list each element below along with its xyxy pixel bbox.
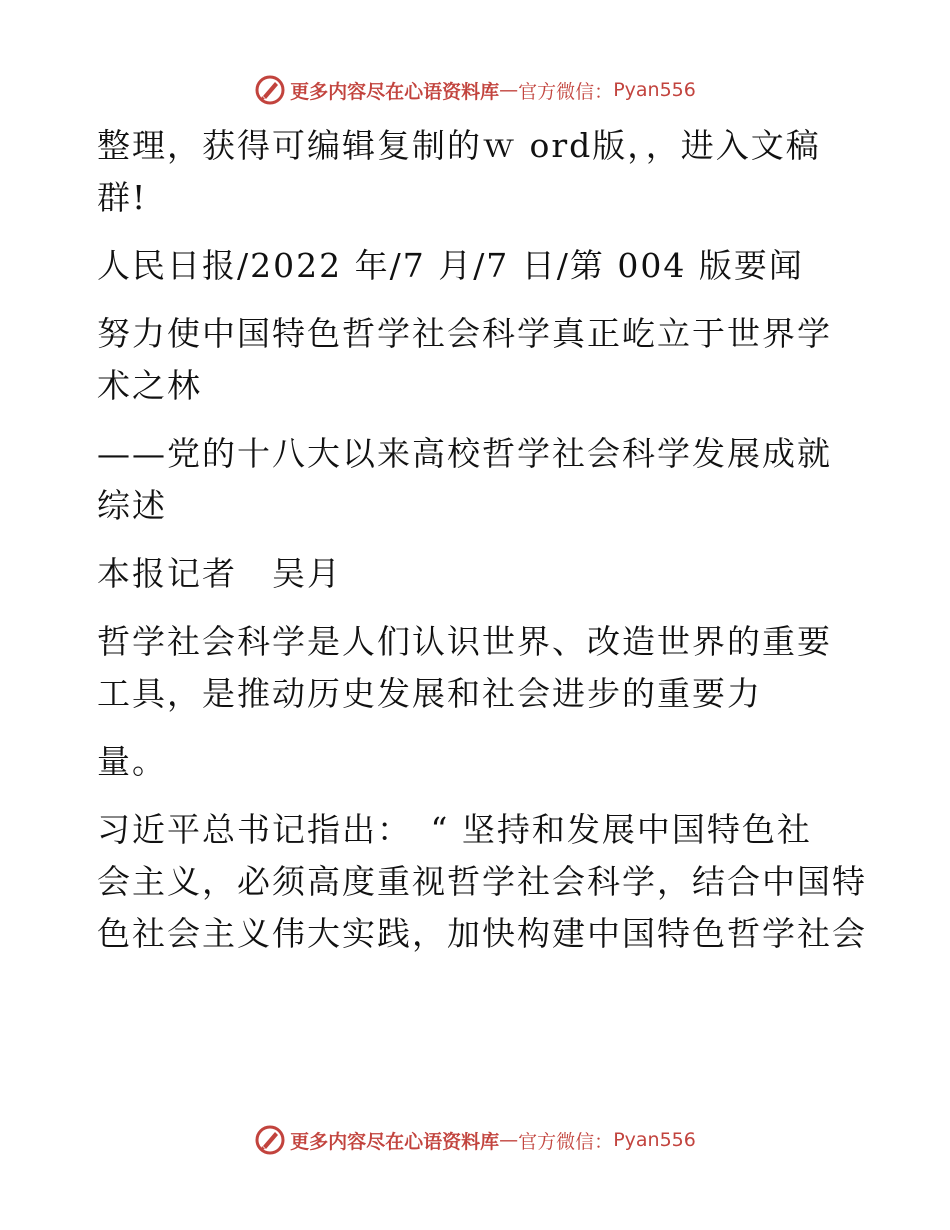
- paragraph: [97, 120, 857, 224]
- banner-dash: —: [499, 1129, 519, 1151]
- paragraph-line: 工具，是推动历史发展和社会进步的重要力: [97, 674, 762, 713]
- document-body: [97, 120, 867, 976]
- logo-icon: [254, 74, 286, 106]
- paragraph-line: 努力使中国特色哲学社会科学真正屹立于世界学: [97, 314, 832, 353]
- banner-main-text: 更多内容尽在心语资料库: [290, 80, 500, 103]
- paragraph: [97, 804, 867, 960]
- banner-sub-text: 官方微信：: [518, 1130, 614, 1153]
- paragraph-line: 色社会主义伟大实践，加快构建中国特色哲学社会: [97, 914, 867, 953]
- paragraph-line: 人民日报/2022 年/7 月/7 日/第 004 版要闻: [97, 246, 804, 285]
- paragraph: [97, 428, 857, 532]
- footer-watermark-banner: [0, 1120, 950, 1160]
- paragraph: [97, 616, 857, 720]
- paragraph-line: 术之林: [97, 366, 202, 405]
- paragraph: [97, 240, 857, 292]
- paragraph-line: ——党的十八大以来高校哲学社会科学发展成就: [97, 434, 832, 473]
- banner-sub-text: 官方微信：: [518, 80, 614, 103]
- paragraph-line: 会主义，必须高度重视哲学社会科学，结合中国特: [97, 862, 867, 901]
- paragraph-line: 综述: [97, 486, 167, 525]
- banner-main-text: 更多内容尽在心语资料库: [290, 1130, 500, 1153]
- banner-wechat-id: Pyan556: [613, 79, 696, 101]
- paragraph-line: 哲学社会科学是人们认识世界、改造世界的重要: [97, 622, 832, 661]
- paragraph: [97, 736, 857, 788]
- paragraph-line: 群!: [97, 178, 148, 217]
- banner-dash: —: [499, 79, 519, 101]
- header-watermark-banner: [0, 70, 950, 110]
- paragraph: [97, 548, 857, 600]
- paragraph-line: 整理，获得可编辑复制的ｗ ord版，，进入文稿: [97, 126, 821, 165]
- banner-wechat-id: Pyan556: [613, 1129, 696, 1151]
- paragraph-line: 量。: [97, 742, 167, 781]
- paragraph-line: 习近平总书记指出： “ 坚持和发展中国特色社: [97, 810, 812, 849]
- paragraph-line: 本报记者 吴月: [97, 554, 342, 593]
- paragraph: [97, 308, 857, 412]
- logo-icon: [254, 1124, 286, 1156]
